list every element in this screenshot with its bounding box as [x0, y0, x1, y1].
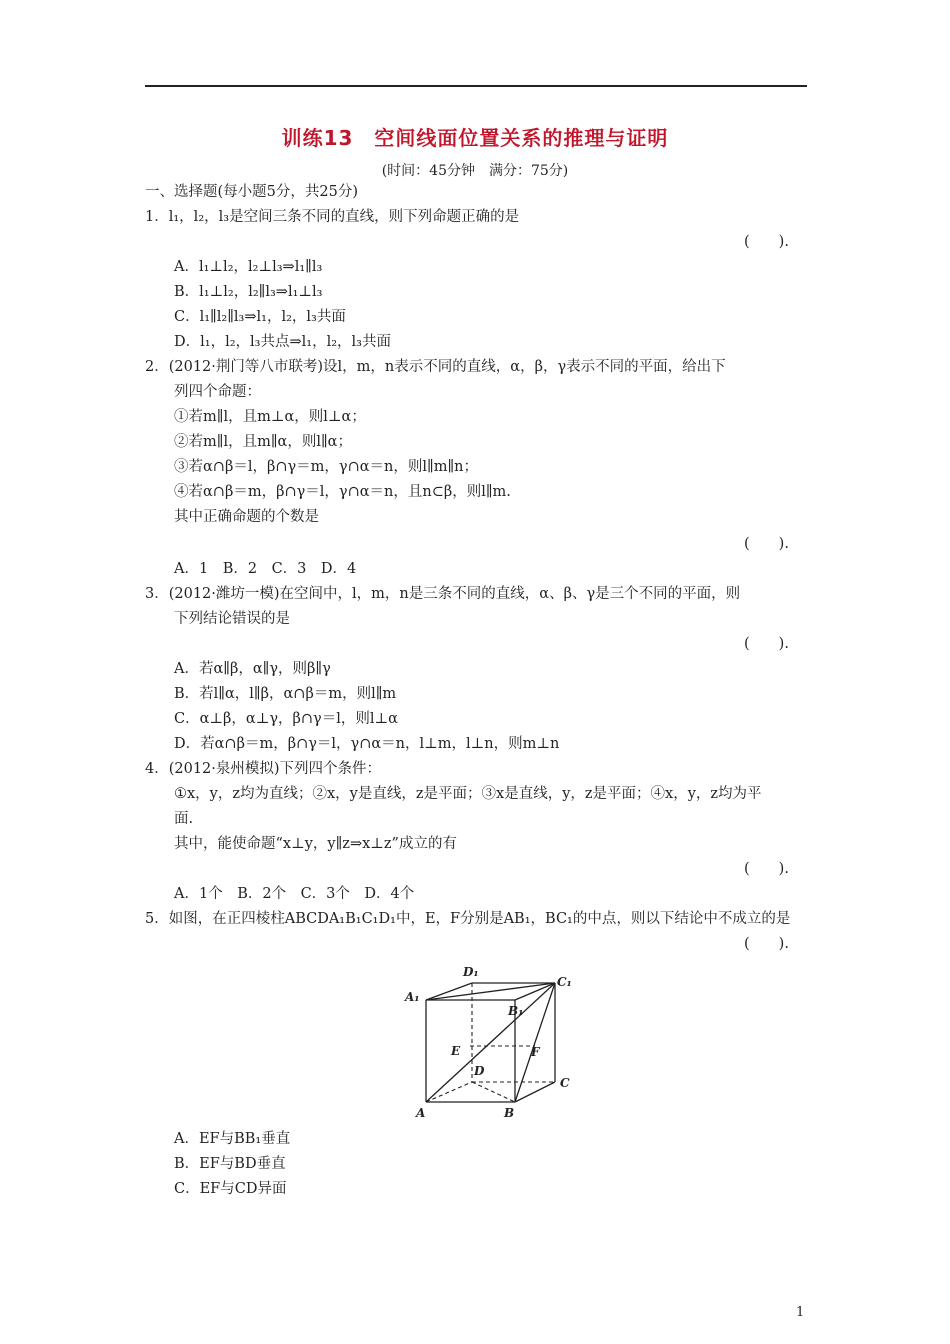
q4-ask: 其中，能使命题“x⊥y，y∥z⇒x⊥z”成立的有: [174, 836, 457, 852]
label-b1: B₁: [508, 1004, 524, 1018]
q1-option-c: C．l₁∥l₂∥l₃⇒l₁，l₂，l₃共面: [174, 309, 346, 325]
q4-conditions-line2: 面.: [174, 811, 194, 827]
label-b: B: [504, 1106, 515, 1120]
page-subtitle: (时间：45分钟 满分：75分): [381, 163, 569, 179]
q2-ask: 其中正确命题的个数是: [174, 509, 319, 525]
label-d1: D₁: [463, 965, 479, 979]
q2-proposition-4: ④若α∩β＝m，β∩γ＝l，γ∩α＝n，且n⊂β，则l∥m.: [174, 484, 511, 500]
q2-stem-line1: 2．(2012·荆门等八市联考)设l，m，n表示不同的直线，α，β，γ表示不同的平面，给出下: [145, 359, 726, 375]
q5-answer-paren: ( ).: [744, 936, 789, 952]
q4-choices: A．1个 B．2个 C．3个 D．4个: [174, 886, 415, 902]
label-d: D: [474, 1064, 485, 1078]
label-f: F: [531, 1045, 540, 1059]
q4-conditions-line1: ①x，y，z均为直线；②x，y是直线，z是平面；③x是直线，y，z是平面；④x，y，z均为平: [174, 786, 762, 802]
label-a: A: [416, 1106, 426, 1120]
label-e: E: [451, 1044, 461, 1058]
label-a1: A₁: [405, 990, 420, 1004]
q5-option-c: C．EF与CD异面: [174, 1181, 287, 1197]
q1-option-d: D．l₁，l₂，l₃共点⇒l₁，l₂，l₃共面: [174, 334, 391, 350]
q4-stem: 4．(2012·泉州模拟)下列四个条件：: [145, 761, 382, 777]
q1-stem: 1．l₁，l₂，l₃是空间三条不同的直线，则下列命题正确的是: [145, 209, 520, 225]
q3-answer-paren: ( ).: [744, 636, 789, 652]
q1-option-b: B．l₁⊥l₂，l₂∥l₃⇒l₁⊥l₃: [174, 284, 323, 300]
q3-stem-line1: 3．(2012·潍坊一模)在空间中，l，m，n是三条不同的直线，α、β、γ是三个不同的平面，则: [145, 586, 741, 602]
page-number: 1: [796, 1305, 805, 1320]
q2-proposition-2: ②若m∥l，且m∥α，则l∥α；: [174, 434, 352, 450]
q4-answer-paren: ( ).: [744, 861, 789, 877]
q5-stem: 5．如图，在正四棱柱ABCDA₁B₁C₁D₁中，E，F分别是AB₁，BC₁的中点，则以下结论中不成立的是: [145, 911, 791, 927]
q5-option-b: B．EF与BD垂直: [174, 1156, 286, 1172]
q3-option-a: A．若α∥β，α∥γ，则β∥γ: [174, 661, 331, 677]
q5-option-a: A．EF与BB₁垂直: [174, 1131, 291, 1147]
q3-option-d: D．若α∩β＝m，β∩γ＝l，γ∩α＝n，l⊥m，l⊥n，则m⊥n: [174, 736, 560, 752]
q1-option-a: A．l₁⊥l₂，l₂⊥l₃⇒l₁∥l₃: [174, 259, 323, 275]
q2-choices: A．1 B．2 C．3 D．4: [174, 561, 357, 577]
q2-answer-paren: ( ).: [744, 536, 789, 552]
label-c1: C₁: [557, 975, 572, 989]
q2-proposition-1: ①若m∥l，且m⊥α，则l⊥α；: [174, 409, 366, 425]
q3-option-b: B．若l∥α，l∥β，α∩β＝m，则l∥m: [174, 686, 397, 702]
q2-proposition-3: ③若α∩β＝l，β∩γ＝m，γ∩α＝n，则l∥m∥n；: [174, 459, 478, 475]
label-c: C: [560, 1076, 570, 1090]
header-rule: [145, 85, 807, 87]
q3-option-c: C．α⊥β，α⊥γ，β∩γ＝l，则l⊥α: [174, 711, 398, 727]
q2-stem-line2: 列四个命题：: [174, 384, 261, 400]
q3-stem-line2: 下列结论错误的是: [174, 611, 290, 627]
q1-answer-paren: ( ).: [744, 234, 789, 250]
section-heading: 一、选择题(每小题5分，共25分): [145, 184, 358, 200]
page-title: 训练13 空间线面位置关系的推理与证明: [281, 126, 669, 150]
